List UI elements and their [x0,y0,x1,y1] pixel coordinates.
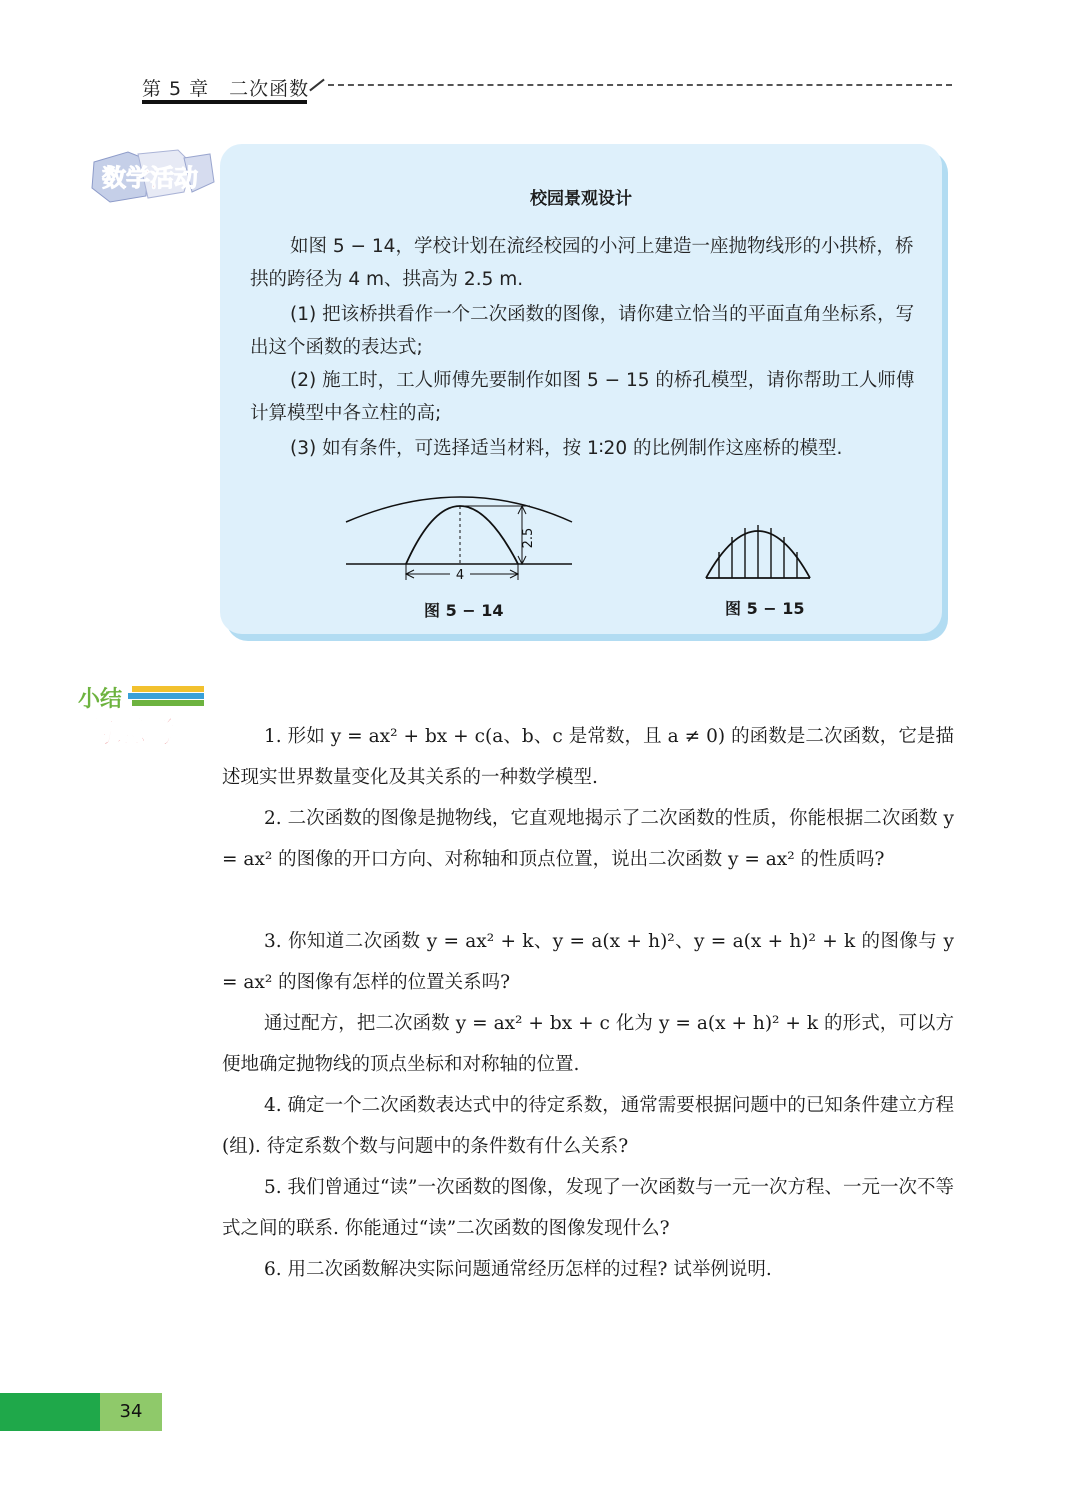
book-stripe [132,700,204,706]
bridge-deck-curve [346,497,572,522]
chapter-title: 第 5 章 二次函数 [142,78,310,100]
activity-box [220,144,942,634]
header-dashed-rule [328,84,952,86]
activity-paragraph: (3) 如有条件，可选择适当材料，按 1∶20 的比例制作这座桥的模型. [290,438,843,459]
summary-paragraph: 4. 确定一个二次函数表达式中的待定系数，通常需要根据问题中的已知条件建立方程(组). 待定系数个数与问题中的条件数有什么关系? [222,1095,954,1157]
header-underline [142,100,307,104]
activity-paragraph: 如图 5 − 14，学校计划在流经校园的小河上建造一座抛物线形的小拱桥，桥拱的跨径为 4 m、拱高为 2.5 m. [250,236,914,290]
header-slash [309,79,324,92]
bridge-arch-figure [342,484,578,594]
page-number: 34 [100,1393,162,1431]
chapter-header [142,72,952,106]
bridge-hole-model-figure [700,510,816,584]
math-activity-badge-text: 数学活动 [102,164,198,192]
book-stripe [128,693,204,699]
summary-badge-art [76,680,216,750]
footer-green-bar [0,1393,100,1431]
summary-paragraph: 2. 二次函数的图像是抛物线，它直观地揭示了二次函数的性质，你能根据二次函数 y = ax² 的图像的开口方向、对称轴和顶点位置，说出二次函数 y = ax² 的性质吗? [222,808,954,870]
summary-paragraph: 1. 形如 y = ax² + bx + c(a、b、c 是常数，且 a ≠ 0) 的函数是二次函数，它是描述现实世界数量变化及其关系的一种数学模型. [222,726,954,788]
summary-badge-line2: 与思考 [86,715,176,750]
activity-paragraph: (2) 施工时，工人师傅先要制作如图 5 − 15 的桥孔模型，请你帮助工人师傅计算模型中各立柱的高; [250,370,915,424]
figure-caption-5-14: 图 5 − 14 [424,601,504,620]
summary-badge [76,680,216,750]
activity-paragraph: (1) 把该桥拱看作一个二次函数的图像，请你建立恰当的平面直角坐标系，写出这个函数的表达式; [250,304,915,358]
summary-paragraph: 通过配方，把二次函数 y = ax² + bx + c 化为 y = a(x + h)² + k 的形式，可以方便地确定抛物线的顶点坐标和对称轴的位置. [222,1013,954,1075]
summary-paragraph: 5. 我们曾通过“读”一次函数的图像，发现了一次函数与一元一次方程、一元一次不等式之间的联系. 你能通过“读”二次函数的图像发现什么? [222,1177,954,1239]
figure-caption-5-15: 图 5 − 15 [725,599,805,618]
summary-badge-line1: 小结 [78,687,123,712]
parabolic-arch [406,506,518,564]
summary-paragraph: 6. 用二次函数解决实际问题通常经历怎样的过程? 试举例说明. [264,1259,772,1280]
span-label: 4 [455,568,465,583]
math-activity-badge-art [88,148,216,204]
activity-title: 校园景观设计 [530,189,632,209]
book-stripe [132,686,204,692]
summary-paragraph: 3. 你知道二次函数 y = ax² + k、y = a(x + h)²、y = a(x + h)² + k 的图像与 y = ax² 的图像有怎样的位置关系吗? [222,931,954,993]
height-label: 2.5 [521,527,536,549]
math-activity-badge [88,148,216,204]
